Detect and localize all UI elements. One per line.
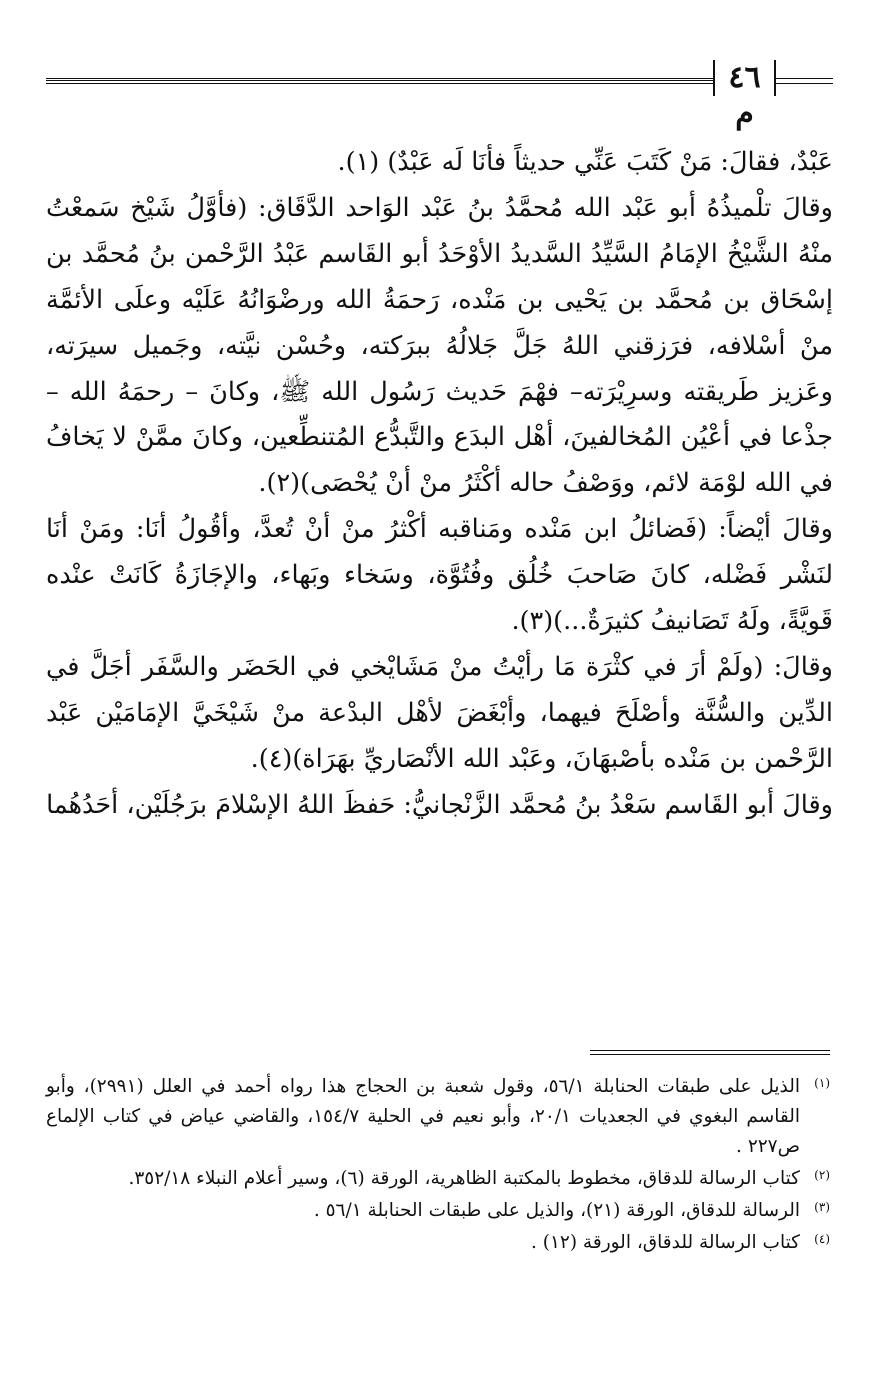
main-text: [46, 140, 833, 829]
paragraph: عَبْدٌ، فقالَ: مَنْ كَتَبَ عَنِّي حديثاً فأنَا لَه عَبْدٌ) (١).: [337, 147, 833, 177]
page-header: [46, 58, 833, 131]
footnote-text: كتاب الرسالة للدقاق، مخطوط بالمكتبة الظاهرية، الورقة (٦)، وسير أعلام النبلاء ٣٥٢/١٨.: [128, 1168, 800, 1189]
footnote-item: [46, 1228, 830, 1258]
footnote-item: [46, 1196, 830, 1226]
header-rule-left: [46, 78, 713, 84]
footnote-text: الرسالة للدقاق، الورقة (٢١)، والذيل على طبقات الحنابلة ٥٦/١ .: [313, 1200, 800, 1221]
footnote-number: (٢): [814, 1168, 830, 1182]
footnote-number: (٣): [814, 1200, 830, 1214]
paragraph: وقالَ تلْميذُهُ أبو عَبْد الله مُحمَّدُ بنُ عَبْد الوَاحد الدَّقَاق: (فأوَّلُ شَيْخ سَمعْتُ منْهُ الشَّيْخُ الإمَامُ السَّيِّدُ السَّديدُ الأوْحَدُ أبو القَاسم عَبْدُ الرَّحْمن بنُ مُحمَّد بن إسْحَاق بن مُحمَّد بن يَحْيى بن مَنْده، رَحمَةُ الله ورضْوَانُهُ عَلَيْه وعلَى الأئمَّة منْ أسْلافه، فرَزقني اللهُ جَلَّ جَلالُهُ ببرَكته، وحُسْن نيَّته، وجَميل سيرَته، وعَزيز طَريقته وسرِيْرَته– فهْمَ حَديث رَسُول الله ﷺ، وكانَ – رحمَهُ الله – جذْعا في أعْيُن المُخالفينَ، أهْل البدَع والتَّبدُّع المُتنطِّعين، وكانَ ممَّنْ لا يَخافُ في الله لوْمَة لائم، ووَصْفُ حاله أكْثَرُ منْ أنْ يُحْصَى)(٢).: [46, 192, 833, 499]
footnote-item: [46, 1164, 830, 1194]
footnote-number: (١): [814, 1076, 830, 1090]
page-number: ٤٦ م: [728, 60, 761, 131]
paragraph: وقالَ: (ولَمْ أرَ في كثْرَة مَا رأيْتُ منْ مَشَايْخي في الحَضَر والسَّفَر أجَلَّ في الدِّين والسُّنَّة وأصْلَحَ فيهما، وأبْغَضَ لأهْل البدْعة منْ شَيْخَيَّ الإمَامَيْن عَبْد الرَّحْمن بن مَنْده بأصْبهَانَ، وعَبْد الله الأنْصَاريِّ بهَرَاة)(٤).: [46, 651, 833, 774]
footnote-text: كتاب الرسالة للدقاق، الورقة (١٢) .: [530, 1232, 800, 1253]
footnote-number: (٤): [814, 1232, 830, 1246]
paragraph: وقالَ أبو القَاسم سَعْدُ بنُ مُحمَّد الزَّنْجانيُّ: حَفظَ اللهُ الإسْلامَ برَجُلَيْن، أحَدُهُما: [46, 789, 833, 820]
header-rule-right: [776, 78, 833, 84]
footnote-text: الذيل على طبقات الحنابلة ٥٦/١، وقول شعبة بن الحجاج هذا رواه أحمد في العلل (٢٩٩١)، وأبو القاسم البغوي في الجعديات ٢٠/١، وأبو نعيم في الحلية ١٥٤/٧، والقاضي عياض في كتاب الإلماع ص٢٢٧ .: [46, 1076, 800, 1157]
footnote-separator: [590, 1050, 830, 1055]
header-divider-left: [713, 60, 715, 96]
paragraph: وقالَ أيْضاً: (فَضائلُ ابن مَنْده ومَناقبه أكْثرُ منْ أنْ تُعدَّ، وأقُولُ أنَا: ومَنْ أنَا لنَشْر فَضْله، كانَ صَاحبَ خُلُق وفُتُوَّة، وسَخاء وبَهاء، والإجَازَةُ كَانَتْ عنْده قَويَّةً، ولَهُ تَصَانيفُ كثيرَةٌ...)(٣).: [46, 514, 833, 637]
footnote-item: [46, 1072, 830, 1162]
footnotes: [46, 1072, 830, 1260]
